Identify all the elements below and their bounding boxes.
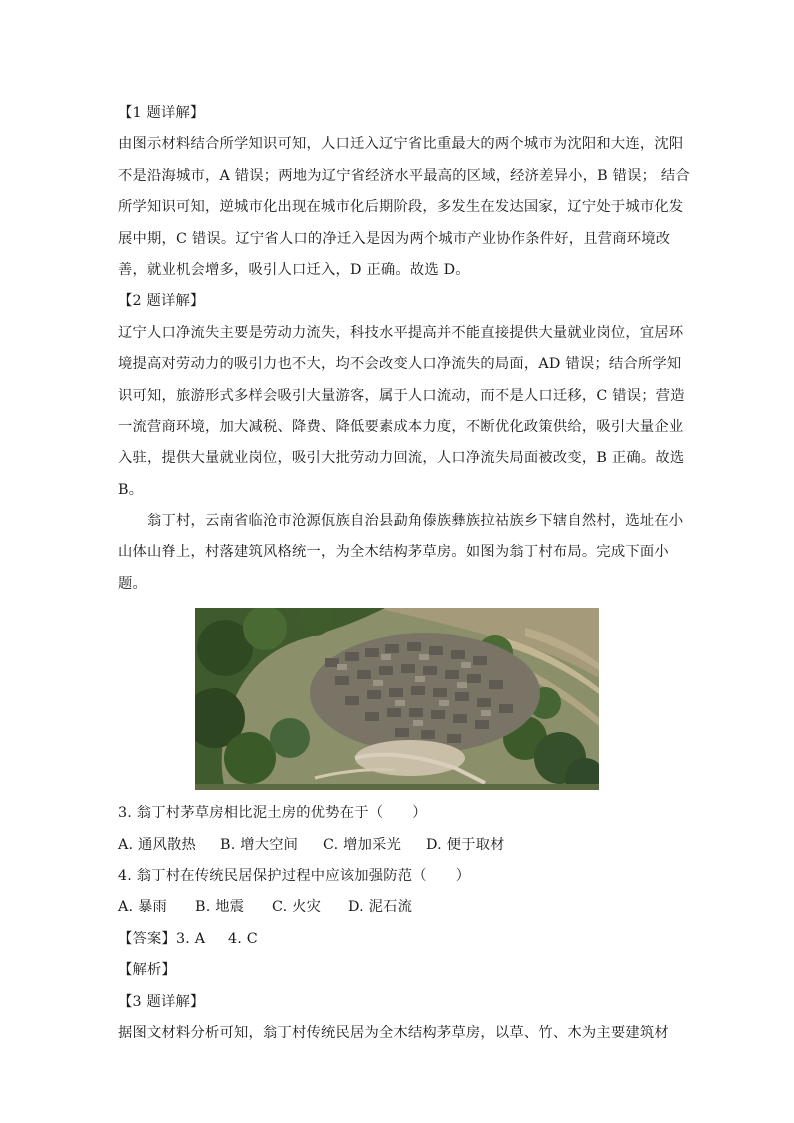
question-4-options bbox=[118, 892, 674, 923]
intro-line: 山体山脊上，村落建筑风格统一，为全木结构茅草房。如图为翁丁村布局。完成下面小 bbox=[118, 544, 669, 561]
village-aerial-photo bbox=[195, 608, 599, 790]
option-a: A. 通风散热 bbox=[118, 836, 197, 853]
section2-line: 一流营商环境，加大减税、降费、降低要素成本力度，不断优化政策供给，吸引大量企业 bbox=[118, 418, 684, 435]
document-page bbox=[118, 98, 690, 1049]
question-3-options bbox=[118, 830, 674, 861]
answer-3: 3. A bbox=[176, 930, 206, 947]
section1-line: 由图示材料结合所学知识可知，人口迁入辽宁省比重最大的两个城市为沈阳和大连，沈阳 bbox=[118, 136, 684, 153]
intro-line: 翁丁村，云南省临沧市沧源佤族自治县勐角傣族彝族拉祜族乡下辖自然村，选址在小 bbox=[147, 513, 684, 530]
option-c: C. 火灾 bbox=[272, 899, 322, 916]
option-b: B. 地震 bbox=[195, 899, 245, 916]
section1-line: 善，就业机会增多，吸引人口迁入，D 正确。故选 D。 bbox=[118, 261, 470, 278]
answer-line bbox=[118, 924, 674, 955]
question-4-stem: 4. 翁丁村在传统民居保护过程中应该加强防范（ ） bbox=[118, 868, 471, 885]
section1-line: 所学知识可知，逆城市化出现在城市化后期阶段，多发生在发达国家，辽宁处于城市化发 bbox=[118, 199, 684, 216]
section1-line: 不是沿海城市，A 错误；两地为辽宁省经济水平最高的区域，经济差异小，B 错误； 结合 bbox=[118, 167, 690, 184]
section2-line: B。 bbox=[118, 481, 144, 498]
section2-line: 识可知，旅游形式多样会吸引大量游客，属于人口流动，而不是人口迁移，C 错误；营造 bbox=[118, 387, 685, 404]
option-d: D. 泥石流 bbox=[348, 899, 413, 916]
intro-line: 题。 bbox=[118, 575, 147, 592]
option-d: D. 便于取材 bbox=[426, 836, 505, 853]
question-3-stem: 3. 翁丁村茅草房相比泥土房的优势在于（ ） bbox=[118, 805, 427, 822]
section1-heading: 【1 题详解】 bbox=[118, 105, 205, 121]
section2-line: 入驻，提供大量就业岗位，吸引大批劳动力回流，人口净流失局面被改变，B 正确。故选 bbox=[118, 450, 685, 467]
section2-heading: 【2 题详解】 bbox=[118, 293, 205, 310]
section1-line: 展中期，C 错误。辽宁省人口的净迁入是因为两个城市产业协作条件好，且营商环境改 bbox=[118, 230, 671, 247]
section3-heading: 【3 题详解】 bbox=[118, 993, 205, 1010]
section2-line: 辽宁人口净流失主要是劳动力流失，科技水平提高并不能直接提供大量就业岗位，宜居环 bbox=[118, 324, 684, 341]
answer-label: 【答案】 bbox=[118, 930, 176, 947]
section3-line: 据图文材料分析可知，翁丁村传统民居为全木结构茅草房，以草、竹、木为主要建筑材 bbox=[118, 1024, 669, 1041]
option-a: A. 暴雨 bbox=[118, 899, 168, 916]
option-c: C. 增加采光 bbox=[323, 836, 402, 853]
analysis-heading: 【解析】 bbox=[118, 962, 176, 979]
option-b: B. 增大空间 bbox=[220, 836, 299, 853]
answer-4: 4. C bbox=[228, 930, 258, 947]
section2-line: 境提高对劳动力的吸引力也不大，均不会改变人口净流失的局面，AD 错误；结合所学知 bbox=[118, 356, 682, 373]
